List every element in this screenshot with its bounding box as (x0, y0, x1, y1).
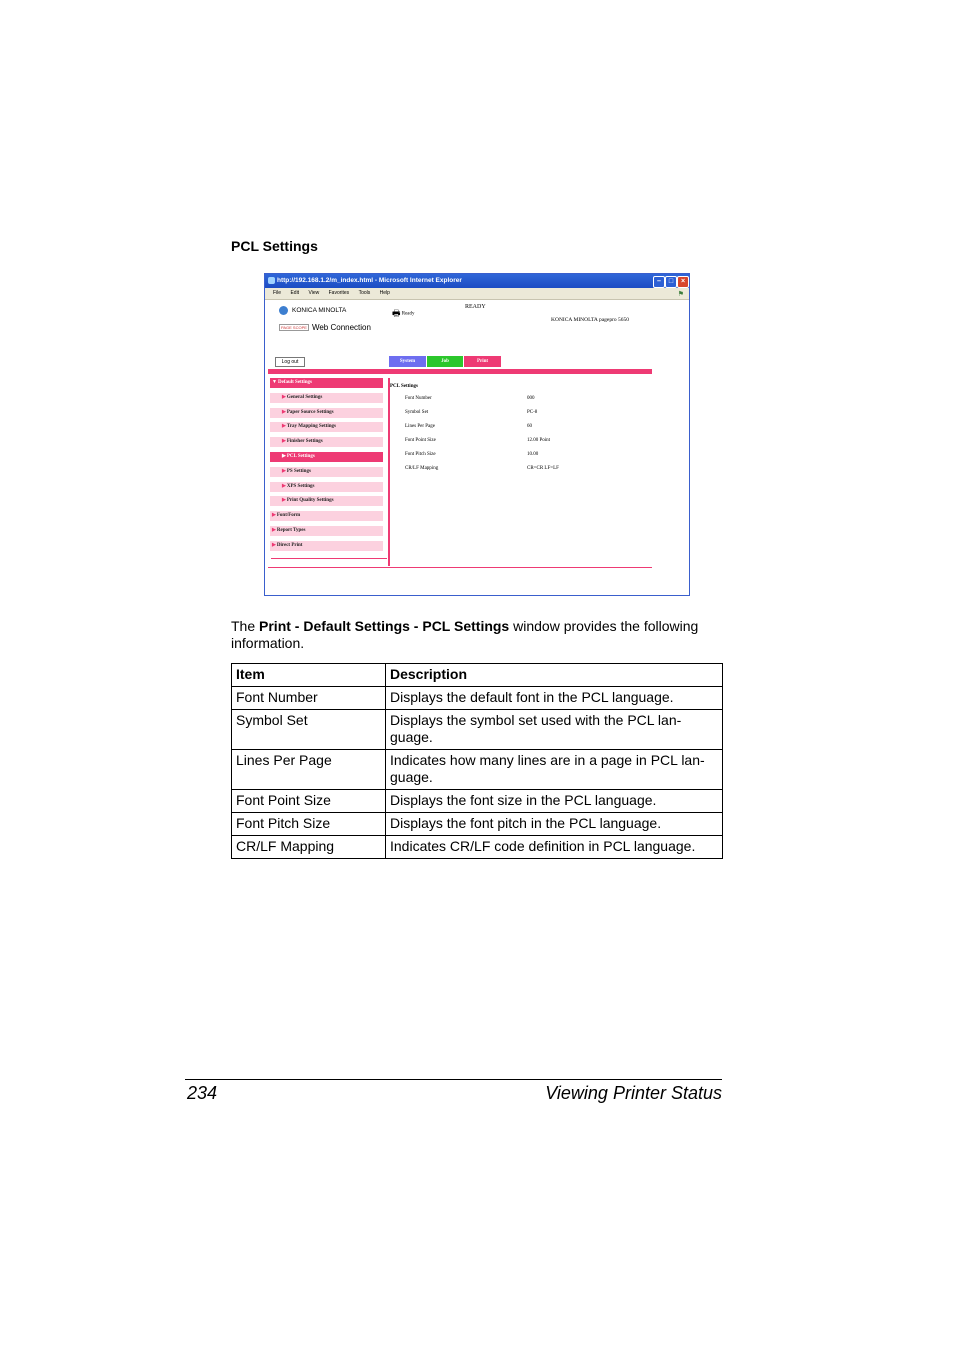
description-cell: Displays the symbol set used with the PCL lan-guage. (386, 710, 723, 750)
ie-icon (268, 277, 275, 284)
sidebar-item-label: Finisher Settings (286, 439, 323, 445)
table-row (232, 687, 723, 710)
maximize-icon[interactable]: □ (665, 276, 677, 288)
sidebar-item[interactable] (270, 422, 383, 432)
triangle-right-icon: ▶ (282, 409, 286, 415)
sidebar-item[interactable] (270, 541, 383, 551)
description-cell: Displays the font size in the PCL language. (386, 790, 723, 813)
triangle-down-icon: ▼ (272, 380, 277, 385)
setting-value: 60 (527, 424, 532, 429)
item-cell: Font Number (232, 687, 386, 710)
printer-model: KONICA MINOLTA pagepro 5650 (551, 317, 630, 323)
sidebar-item-label: Tray Mapping Settings (286, 424, 336, 430)
triangle-right-icon: ▶ (272, 513, 276, 519)
pagescope-logo (279, 323, 371, 332)
description-paragraph (231, 618, 721, 652)
triangle-right-icon: ▶ (282, 454, 286, 459)
setting-value: 000 (527, 396, 535, 401)
sidebar-item[interactable] (270, 482, 383, 492)
table-row (232, 750, 723, 790)
menu-help[interactable]: Help (379, 290, 390, 296)
windows-logo-icon: ⚑ (677, 291, 684, 298)
status-ready: READY (465, 304, 486, 310)
close-icon[interactable]: × (677, 276, 689, 288)
item-cell: Lines Per Page (232, 750, 386, 790)
sidebar-item-label: Print Quality Settings (286, 498, 334, 504)
tab-system[interactable]: System (389, 356, 426, 367)
description-cell: Indicates CR/LF code definition in PCL language. (386, 836, 723, 859)
menu-tools[interactable]: Tools (358, 290, 371, 296)
sidebar-item[interactable] (270, 511, 383, 521)
sidebar-item-label: Font/Form (276, 513, 301, 519)
sidebar-item-label: Direct Print (276, 542, 303, 548)
konica-minolta-logo (279, 306, 346, 315)
browser-screenshot (264, 273, 690, 596)
sidebar-divider (271, 558, 387, 559)
menu-file[interactable]: File (273, 290, 282, 296)
table-row (232, 813, 723, 836)
tab-underline-bar (268, 369, 652, 374)
sidebar-item-label: PS Settings (286, 468, 311, 474)
setting-value: PC-8 (527, 410, 538, 415)
minimize-icon[interactable]: – (653, 276, 665, 288)
section-heading: PCL Settings (231, 238, 318, 254)
sidebar-item-label: Default Settings (277, 380, 312, 385)
logout-button[interactable]: Log out (275, 357, 305, 367)
status-small: Ready (401, 311, 415, 317)
triangle-right-icon: ▶ (282, 468, 286, 474)
brand-name: KONICA MINOLTA (292, 307, 347, 315)
triangle-right-icon: ▶ (272, 542, 276, 548)
para-pre: The (231, 618, 260, 634)
browser-title: http://192.168.1.2/m_index.html - Microsoft Internet Explorer (277, 277, 462, 284)
printer-status (392, 306, 415, 322)
sidebar-item[interactable] (270, 526, 383, 536)
menu-edit[interactable]: Edit (290, 290, 300, 296)
item-cell: Symbol Set (232, 710, 386, 750)
setting-label: Font Point Size (405, 438, 436, 443)
item-cell: CR/LF Mapping (232, 836, 386, 859)
sidebar-item-label: General Settings (286, 394, 323, 400)
page-bottom-line (268, 567, 652, 568)
item-cell: Font Point Size (232, 790, 386, 813)
table-row (232, 836, 723, 859)
table-row (232, 790, 723, 813)
triangle-right-icon: ▶ (282, 439, 286, 445)
setting-label: Font Number (405, 396, 432, 401)
setting-label: Font Pitch Size (405, 452, 436, 457)
setting-value: 10.00 (527, 452, 539, 457)
menu-favorites[interactable]: Favorites (328, 290, 350, 296)
footer-rule (185, 1079, 722, 1080)
header-description: Description (386, 664, 723, 687)
sidebar-item-label: PCL Settings (286, 454, 315, 459)
setting-value: CR=CR LF=LF (527, 466, 559, 471)
setting-label: Symbol Set (405, 410, 429, 415)
sidebar-item-label: Report Types (276, 528, 306, 533)
sidebar-item[interactable] (270, 496, 383, 506)
page-number: 234 (187, 1083, 218, 1103)
sidebar-item[interactable] (270, 378, 383, 388)
description-cell: Displays the font pitch in the PCL language. (386, 813, 723, 836)
triangle-right-icon: ▶ (272, 528, 276, 533)
description-cell: Indicates how many lines are in a page in PCL lan-guage. (386, 750, 723, 790)
setting-label: CR/LF Mapping (405, 466, 439, 471)
sidebar-item-label: XPS Settings (286, 483, 315, 489)
sidebar-item[interactable] (270, 408, 383, 418)
pagescope-badge: PAGE SCOPE (281, 325, 307, 331)
triangle-right-icon: ▶ (282, 498, 286, 504)
sidebar-item[interactable] (270, 393, 383, 403)
sidebar-item[interactable] (270, 452, 383, 462)
panel-title: PCL Settings (390, 384, 418, 389)
setting-value: 12.00 Point (527, 438, 551, 443)
triangle-right-icon: ▶ (282, 424, 286, 430)
browser-title-bar (265, 274, 689, 288)
konica-minolta-globe-icon (279, 306, 288, 315)
item-cell: Font Pitch Size (232, 813, 386, 836)
tab-print[interactable]: Print (464, 356, 501, 367)
para-bold: Print - Default Settings - PCL Settings (259, 618, 510, 634)
table-header-row (232, 664, 723, 687)
sidebar-item[interactable] (270, 437, 383, 447)
header-item: Item (232, 664, 386, 687)
table-row (232, 710, 723, 750)
settings-sidebar (268, 378, 390, 566)
sidebar-item-label: Paper Source Settings (286, 409, 334, 415)
browser-menu-bar (265, 288, 689, 300)
web-page (265, 300, 689, 595)
tab-job[interactable]: Job (427, 356, 463, 367)
footer-section-title: Viewing Printer Status (545, 1083, 722, 1103)
para-post: window provides the following information. (231, 618, 699, 651)
triangle-right-icon: ▶ (282, 394, 286, 400)
triangle-right-icon: ▶ (282, 483, 286, 489)
printer-icon: 🖶 (392, 308, 401, 318)
sidebar-item[interactable] (270, 467, 383, 477)
web-connection-label: Web Connection (311, 323, 371, 332)
setting-label: Lines Per Page (405, 424, 435, 429)
info-table (231, 663, 723, 859)
description-cell: Displays the default font in the PCL language. (386, 687, 723, 710)
menu-view[interactable]: View (308, 290, 320, 296)
